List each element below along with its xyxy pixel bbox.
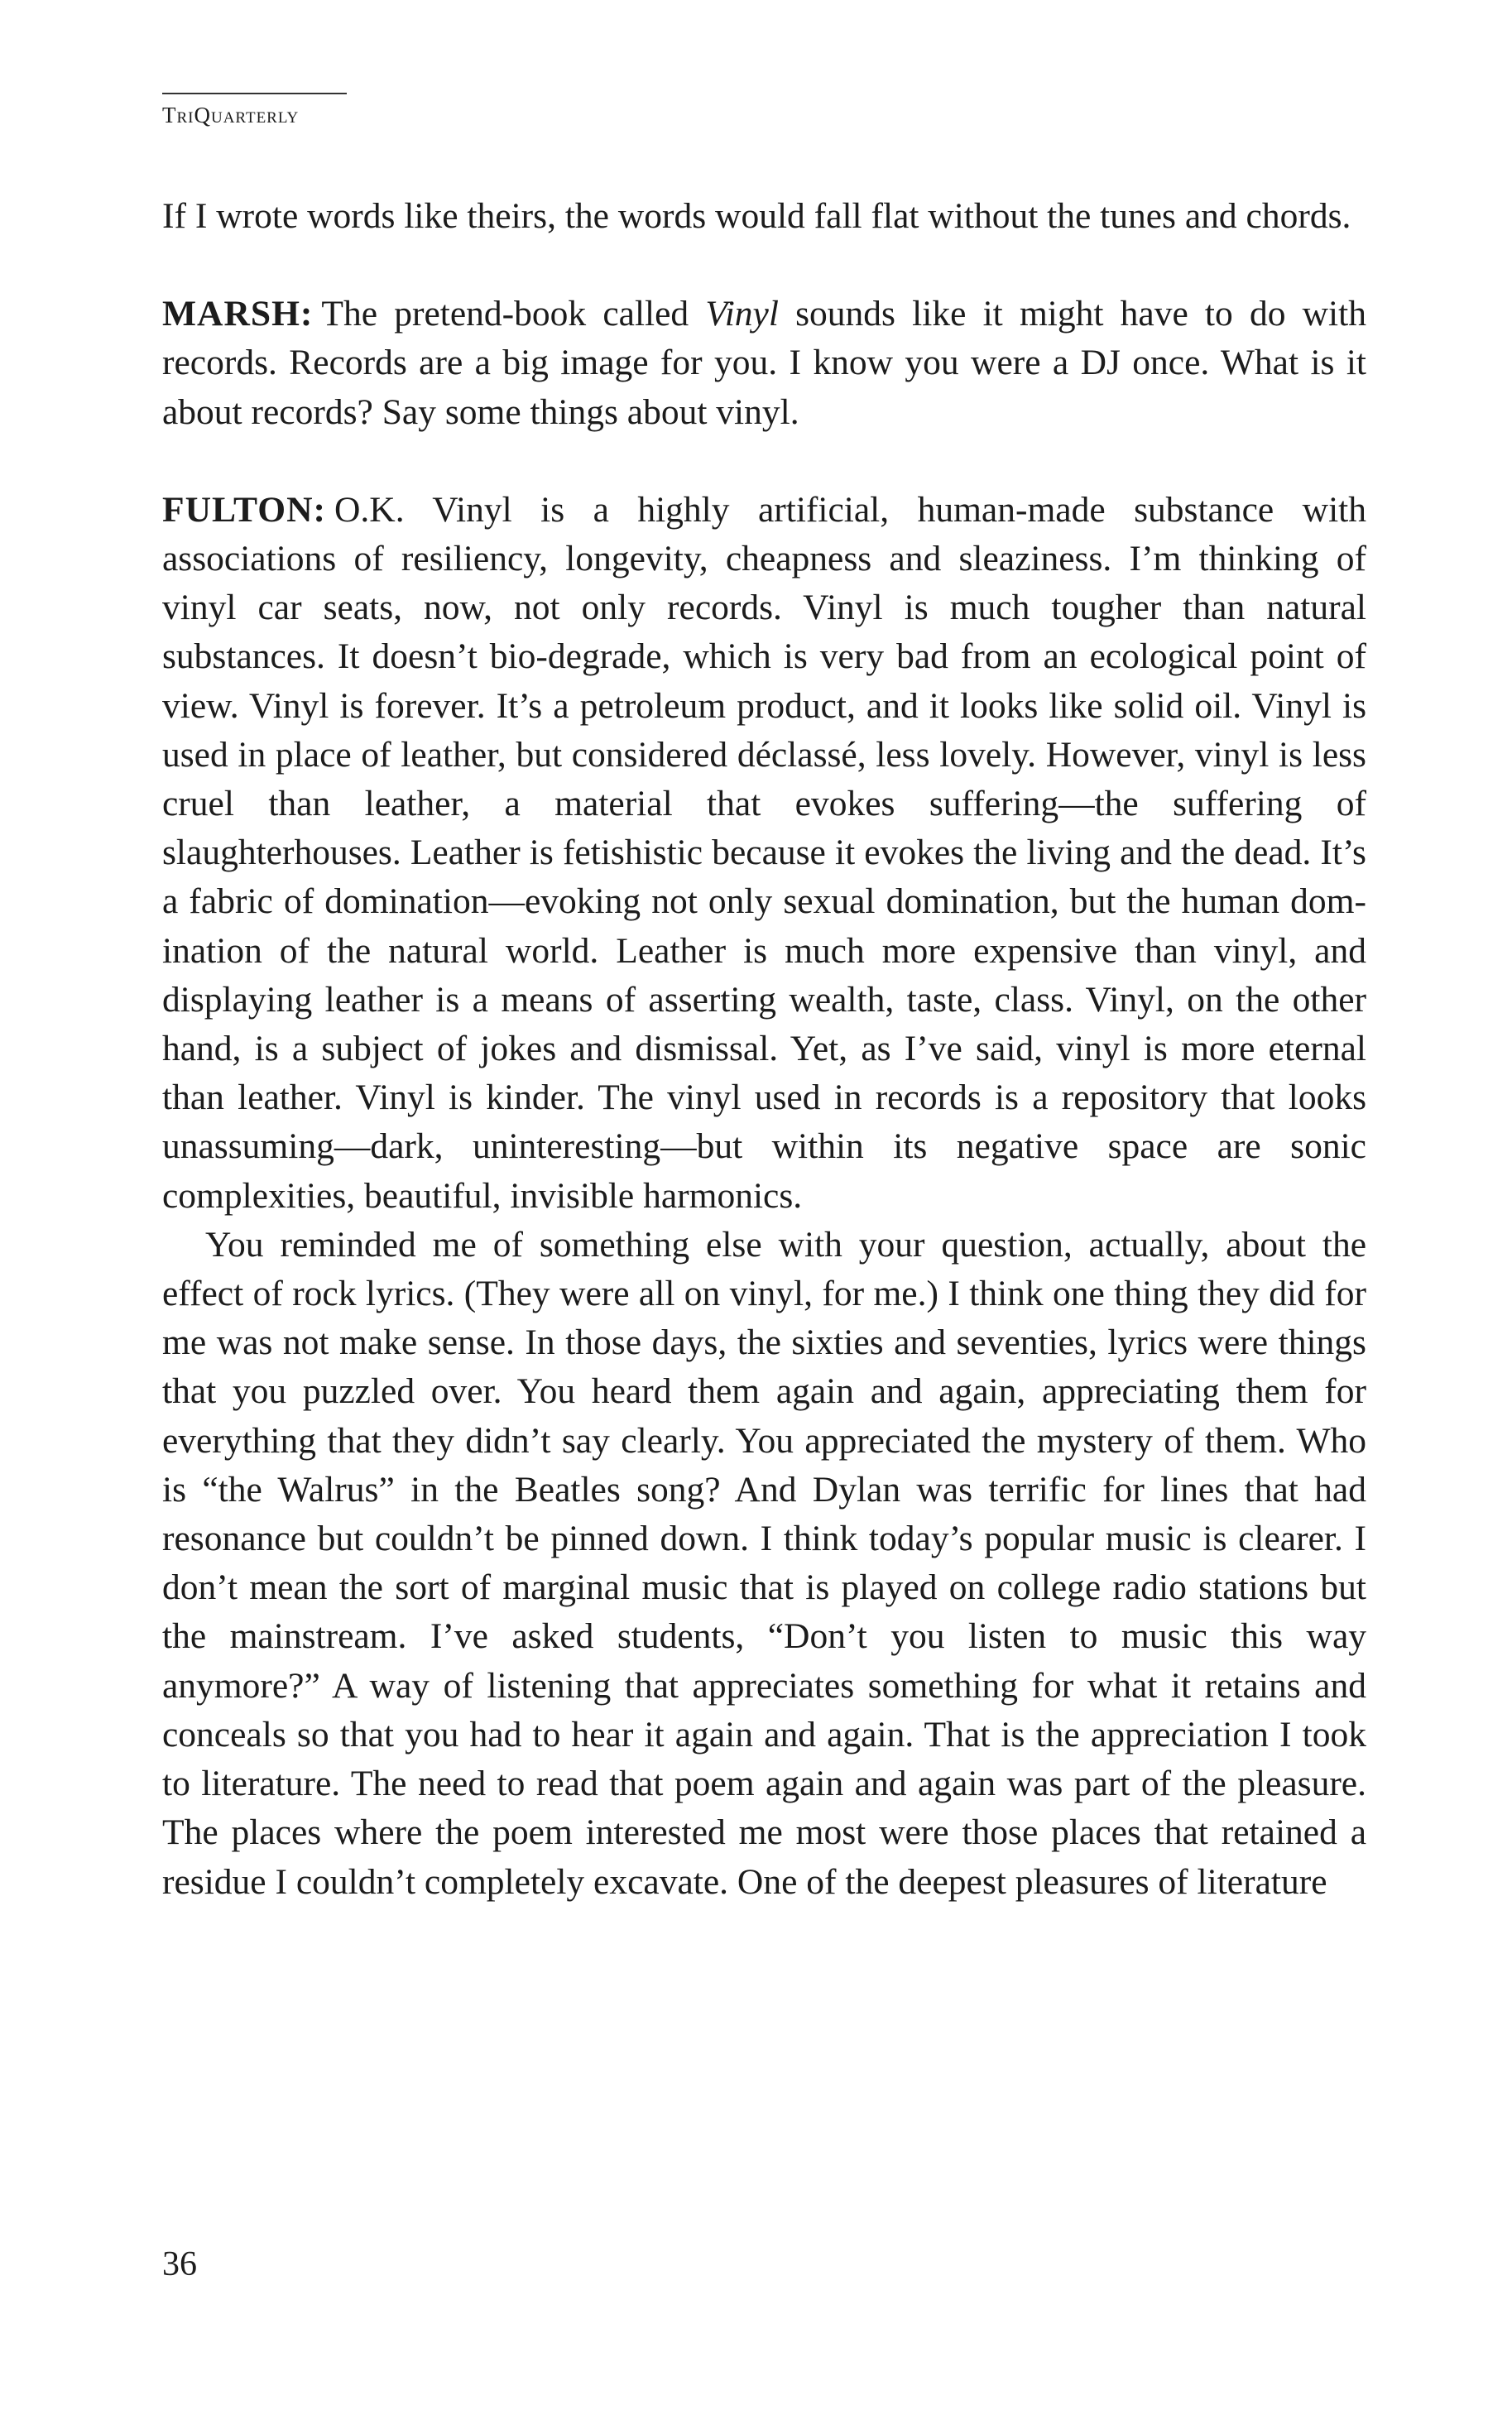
book-title-vinyl: Vinyl — [705, 294, 779, 334]
paragraph-continuation: If I wrote words like theirs, the words would fall flat without the tunes and chords. — [162, 196, 1351, 236]
speaker-fulton: FULTON: — [162, 489, 326, 530]
paragraph-marsh-question — [162, 290, 1366, 437]
answer-text: O.K. Vinyl is a highly artificial, human-made substance with associations of resiliency, longevity, cheapness and sleaziness. I’m thinking of vinyl car seats, now, not only records. Vinyl is much tougher than natural substances. It doesn’t bio-degrade, which is very bad from an ecological point of view. Vinyl is forever. It’s a petroleum product, and it looks like solid oil. Vinyl is used in place of leather, but considered déclassé, less lovely. However, vinyl is less cruel than leather, a material that evokes suffering—the suffering of slaughterhouses. Leather is fetishistic because it evokes the living and the dead. It’s a fabric of domination—evoking not only sexual domination, but the human domination of the natural world. Leather is much more expensive than vinyl, and displaying leather is a means of asserting wealth, taste, class. Vinyl, on the other hand, is a subject of jokes and dismissal. Yet, as I’ve said, vinyl is more eternal than leather. Vinyl is kinder. The vinyl used in records is a repository that looks unassuming—dark, uninteresting—but within its negative space are sonic complexities, beautiful, invisible harmonics. — [162, 489, 1366, 1216]
body-text — [162, 192, 1366, 1907]
paragraph-rock-lyrics: You reminded me of something else with your question, actually, about the effect of rock lyrics. (They were all on vinyl, for me.) I think one thing they did for me was not make sense. In those days, the sixties and seventies, lyrics were things that you puzzled over. You heard them again and again, appreciating them for everything that they didn’t say clearly. You appreciated the mystery of them. Who is “the Walrus” in the Beatles song? And Dylan was terrific for lines that had resonance but couldn’t be pinned down. I think today’s popular music is clearer. I don’t mean the sort of marginal music that is played on college radio stations but the mainstream. I’ve asked students, “Don’t you listen to music this way anymore?” A way of listening that appreciates something for what it retains and conceals so that you had to hear it again and again. That is the appreciation I took to literature. The need to read that poem again and again was part of the pleasure. The places where the poem interested me most were those places that retained a residue I couldn’t completely excavate. One of the deepest pleasures of literature — [162, 1224, 1366, 1902]
page-number: 36 — [162, 2245, 197, 2283]
question-text-end: sounds like it might have to do with records. Records are a big image for you. I know you were a DJ once. What is it about records? Say some things about vinyl. — [162, 294, 1366, 432]
running-head — [162, 93, 1420, 127]
question-text-start: The pretend-book called — [321, 294, 706, 334]
journal-title: TriQuarterly — [162, 103, 300, 127]
running-head-rule — [162, 93, 347, 94]
paragraph-fulton-answer — [162, 486, 1366, 1221]
speaker-marsh: MARSH: — [162, 294, 314, 334]
